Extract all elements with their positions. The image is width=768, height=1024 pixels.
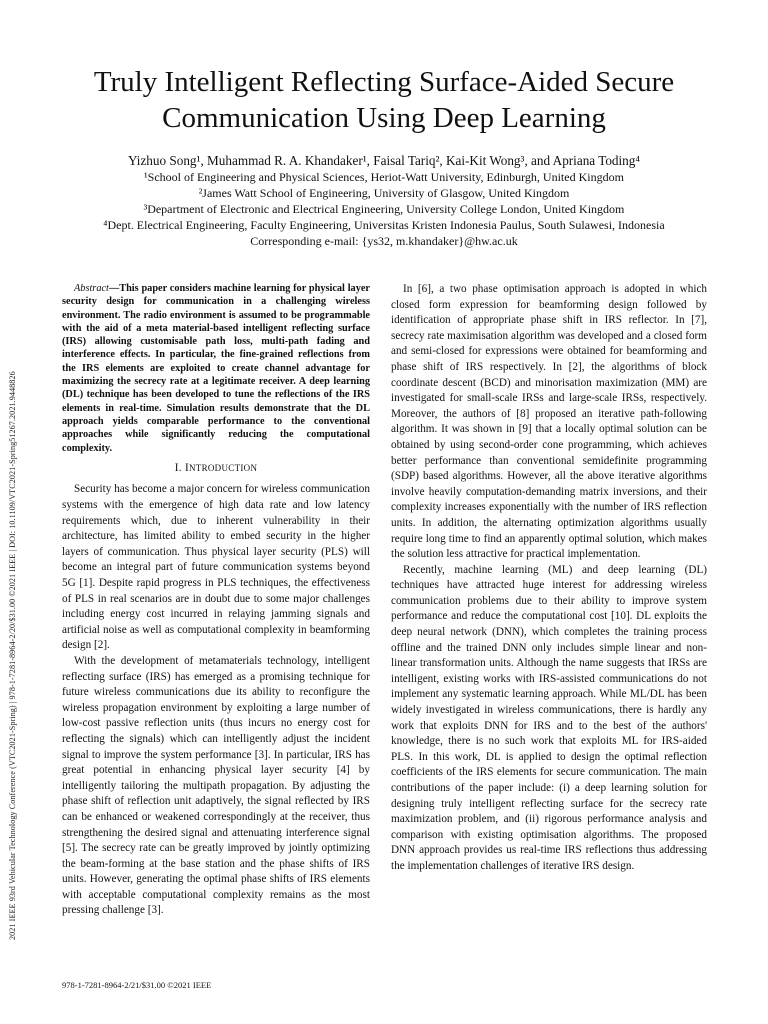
footer-copyright: 978-1-7281-8964-2/21/$31.00 ©2021 IEEE — [62, 980, 212, 990]
left-column — [62, 282, 370, 919]
section-title-first: I — [184, 461, 189, 474]
abstract-text: —This paper considers machine learning for physical layer security design for communication in a challenging wireless environment. The radio environment is assumed to be programmable with the aid of a meta material-based intelligent reflecting surface (IRS) allowing customisable path loss, multi-path fading and interference effects. In particular, the fine-grained reflections from the IRS elements are exploited to create channel advantage for maximizing the secrecy rate at a legitimate receiver. A deep learning (DL) technique has been developed to tune the reflections of the IRS elements in real-time. Simulation results demonstrate that the DL approach yields comparable performance to the conventional approaches while significantly reducing the computational complexity. — [62, 283, 370, 454]
corresponding-email: Corresponding e-mail: {ys32, m.khandaker}@hw.ac.uk — [250, 234, 518, 248]
title-line-1: Truly Intelligent Reflecting Surface-Aided Secure — [93, 66, 675, 98]
side-copyright-note: 2021 IEEE 93rd Vehicular Technology Conference (VTC2021-Spring) | 978-1-7281-8964-2/20/$31.00 ©2021 IEEE | DOI: 10.1109/VTC2021-Spring51267.2021.9448826 — [8, 371, 17, 940]
affiliation-4: ⁴Dept. Electrical Engineering, Faculty Engineering, Universitas Kristen Indonesia Paulus, South Sulawesi, Indonesia — [103, 218, 665, 232]
abstract-label: Abstract — [74, 283, 109, 294]
body-paragraph: With the development of metamaterials technology, intelligent reflecting surface (IRS) has emerged as a promising technique for future wireless communications due its ability to reconfigure the wireless propagation environment by exploiting a large number of low-cost passive reflection units (thus incurs no energy cost for reflecting the signals) which can intelligently adjust the incident signal to improve the system performance [3]. In particular, IRS has great potential in enhancing physical layer security [4] by intelligently tailoring the multipath propagation. By adjusting the phase shift of reflection unit adaptively, the signal reflected by IRS can be enhanced or weakened correspondingly at the receiver, thus strengthening the desired signal and attenuating interference signal [5]. The secrecy rate can be greatly improved by jointly optimizing the beam-forming at the base station and the phase shifts of IRS units. However, generating the optimal phase shifts of IRS elements with acceptable computational complexity remains as the most pressing challenge [3]. — [62, 654, 370, 917]
paper-title — [40, 64, 728, 136]
affiliation-2: ²James Watt School of Engineering, University of Glasgow, United Kingdom — [198, 186, 570, 200]
body-paragraph: Security has become a major concern for wireless communication systems with the emergence of high data rate and low latency requirements which, due to inherent vulnerability in their architecture, has limited ability to embed security in the higher layers of communication. Thus physical layer security (PLS) will become an integral part of future communication systems beyond 5G [1]. Despite rapid progress in PLS techniques, the effectiveness of PLS in real scenarios are in doubt due to some major challenges including energy cost incurred in relaying jamming signals and artificial noise as well as computational complexity in beamforming design [2]. — [62, 483, 370, 652]
body-paragraph: In [6], a two phase optimisation approach is adopted in which closed form expression for beamforming design followed by identification of appropriate phase shift in IRS reflector. In [7], secrecy rate maximisation algorithm was developed and a closed form and semi-closed for expressions were obtained for beamforming and phase shift of IRS respectively. In [2], the algorithms of block coordinate descent (BCD) and minorisation maximization (MM) are investigated for small-scale IRSs and large-scale IRSs, respectively. Moreover, the authors of [8] proposed an iterative path-following algorithm. It was shown in [9] that a locally optimal solution can be obtained by using second-order cone programming, which achieves better performance than conventional semidefinite programming (SDP) based algorithms. However, all the above iterative algorithms involve heavily computation-demanding matrix inversions, and their complexity increases exponentially with the number of IRS reflection units. In addition, the alternating optimization algorithms usually require long time to find an apparently optimal solution, which makes the solution less attractive for practical implementation. — [391, 283, 707, 561]
affiliation-3: ³Department of Electronic and Electrical Engineering, University College London, United Kingdom — [143, 202, 625, 216]
abstract — [62, 282, 370, 455]
author-names: Yizhuo Song¹, Muhammad R. A. Khandaker¹, Faisal Tariq², Kai-Kit Wong³, and Apriana Toding⁴ — [128, 153, 640, 168]
section-title-rest: NTRODUCTION — [188, 462, 258, 473]
section-numeral: I. — [174, 461, 182, 474]
body-paragraph: Recently, machine learning (ML) and deep learning (DL) techniques have attracted huge interest for addressing wireless communication problems due to their ability to improve system performance and reduce the computational cost [10]. DL exploits the deep neural network (DNN), which completes the training process offline and the trained DNN only includes simple linear and non-linear transformation units. Although the name suggests that IRSs are intelligent, existing works with IRS-assisted communications do not implement any systematic learning approach. While ML/DL has been widely investigated in wireless communications, there is hardly any work that exploits DNN for IRS and to the best of the authors' knowledge, there is no such work that exploits ML for IRS-aided PLS. In this work, DL is applied to design the optimal reflection coefficients of the IRS elements for secure communication. The main contributions of the paper include: (i) a deep learning solution for designing truly intelligent reflecting surface for the secrecy rate maximization problem, and (ii) rigorous performance analysis and comparison with existing optimisation algorithms. The proposed DNN approach provides us real-time IRS reflections thus addressing the implementation challenges of iterative IRS design. — [391, 563, 707, 872]
section-heading-introduction — [62, 461, 370, 477]
right-column — [391, 282, 707, 875]
author-block — [40, 152, 728, 249]
affiliation-1: ¹School of Engineering and Physical Sciences, Heriot-Watt University, Edinburgh, United Kingdom — [144, 170, 624, 184]
title-line-2: Communication Using Deep Learning — [162, 102, 606, 134]
